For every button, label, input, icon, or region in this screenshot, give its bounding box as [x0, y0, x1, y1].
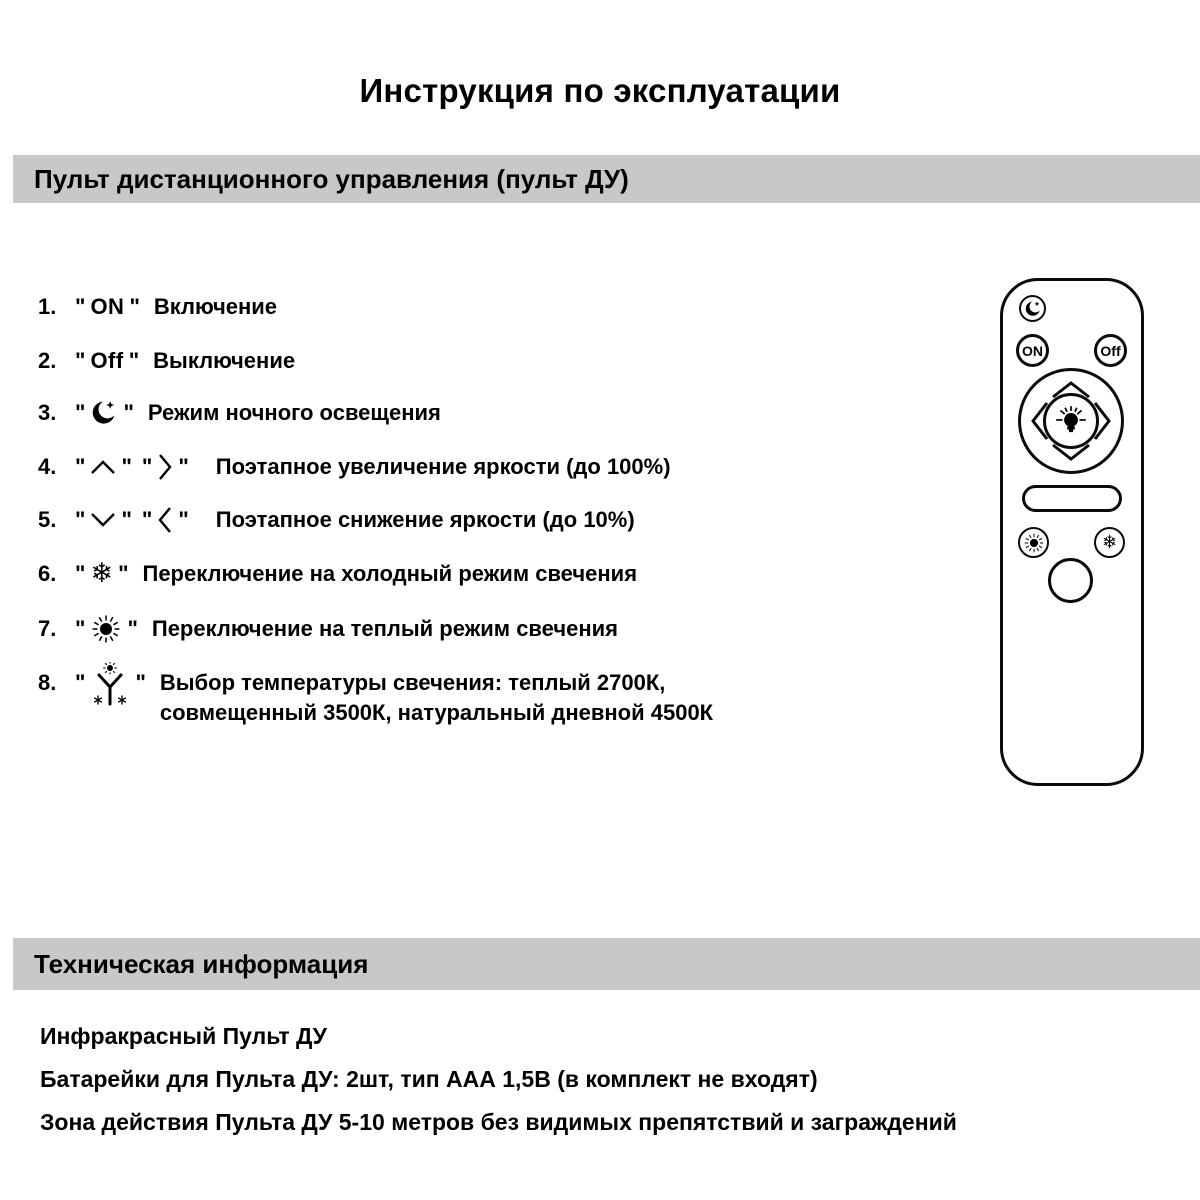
- instruction-item-night-mode: [38, 399, 441, 427]
- quote-mark: ": [141, 507, 153, 532]
- quote-mark: ": [75, 507, 86, 532]
- chevron-up-icon: [90, 458, 116, 476]
- on-button-label: ON: [1022, 342, 1043, 359]
- snowflake-icon: ❄: [90, 558, 114, 589]
- item-description: Включение: [153, 294, 278, 319]
- on-key-label: ON: [90, 294, 125, 319]
- chevron-right-icon: [157, 453, 173, 481]
- quote-mark: ": [128, 348, 140, 373]
- section-header-tech: [13, 938, 1200, 990]
- sun-icon: [90, 613, 122, 645]
- instruction-item-brightness-down: [38, 506, 635, 534]
- extra-round-button: [1048, 558, 1093, 603]
- sun-icon: [1023, 532, 1045, 554]
- quote-mark: ": [75, 294, 86, 319]
- item-description: Выключение: [153, 348, 296, 373]
- item-number: 2.: [38, 348, 57, 373]
- item-number: 5.: [38, 507, 57, 532]
- item-description: Режим ночного освещения: [147, 400, 441, 425]
- off-key-label: Off: [90, 348, 124, 373]
- quote-mark: ": [129, 294, 140, 319]
- snowflake-icon: ❄: [1101, 532, 1118, 553]
- tech-info-line: Зона действия Пульта ДУ 5-10 метров без видимых препятствий и заграждений: [40, 1109, 957, 1135]
- item-description-line1: Выбор температуры свечения: теплый 2700К,: [159, 670, 666, 695]
- warm-mode-button: [1018, 527, 1049, 558]
- item-description: [160, 668, 713, 728]
- item-description: Поэтапное снижение яркости (до 10%): [215, 507, 635, 532]
- crescent-moon-icon: [90, 399, 118, 427]
- quote-mark: ": [135, 670, 146, 695]
- brightness-center-button: [1043, 393, 1099, 449]
- instruction-item-cold-mode: [38, 560, 637, 587]
- quote-mark: ": [178, 454, 189, 479]
- item-number: 1.: [38, 294, 57, 319]
- quote-mark: ": [121, 507, 132, 532]
- cold-mode-button: [1094, 527, 1125, 558]
- quote-mark: ": [75, 670, 86, 695]
- chevron-left-icon: [157, 506, 173, 534]
- quote-mark: ": [178, 507, 189, 532]
- quote-mark: ": [75, 348, 86, 373]
- crescent-moon-icon: [1024, 300, 1042, 318]
- item-description-line2: совмещенный 3500К, натуральный дневной 4500К: [159, 700, 714, 725]
- pill-button: [1022, 485, 1122, 512]
- instruction-item-on: [38, 294, 277, 320]
- tech-info-line: Батарейки для Пульта ДУ: 2шт, тип ААА 1,5В (в комплект не входят): [40, 1066, 818, 1092]
- off-button: [1094, 334, 1127, 367]
- section-header-remote: [13, 155, 1200, 203]
- instruction-item-warm-mode: [38, 613, 618, 645]
- quote-mark: ": [127, 616, 138, 641]
- item-number: 6.: [38, 560, 57, 586]
- color-temperature-icon: [90, 662, 130, 708]
- item-description: Переключение на холодный режим свечения: [142, 560, 638, 586]
- section-header-tech-label: Техническая информация: [34, 948, 369, 979]
- chevron-down-icon: [90, 511, 116, 529]
- item-number: 7.: [38, 616, 57, 641]
- tech-info-line: Инфракрасный Пульт ДУ: [40, 1023, 327, 1049]
- off-button-label: Off: [1100, 342, 1121, 359]
- page-title: Инструкция по эксплуатации: [359, 72, 841, 109]
- item-number: 4.: [38, 454, 57, 479]
- quote-mark: ": [75, 616, 86, 641]
- item-description: Переключение на теплый режим свечения: [151, 616, 619, 641]
- night-mode-button: [1019, 295, 1046, 322]
- item-description: Поэтапное увеличение яркости (до 100%): [215, 454, 671, 479]
- quote-mark: ": [75, 400, 86, 425]
- quote-mark: ": [121, 454, 132, 479]
- quote-mark: ": [75, 454, 86, 479]
- quote-mark: ": [123, 400, 134, 425]
- quote-mark: ": [141, 454, 153, 479]
- instruction-item-off: [38, 348, 295, 374]
- item-number: 3.: [38, 400, 57, 425]
- instruction-item-color-temperature: [38, 668, 713, 728]
- section-header-remote-label: Пульт дистанционного управления (пульт ДУ): [34, 163, 629, 194]
- quote-mark: ": [75, 560, 86, 586]
- instruction-item-brightness-up: [38, 453, 671, 481]
- quote-mark: ": [118, 560, 129, 586]
- item-number: 8.: [38, 670, 57, 695]
- light-bulb-icon: [1053, 403, 1089, 439]
- on-button: [1016, 334, 1049, 367]
